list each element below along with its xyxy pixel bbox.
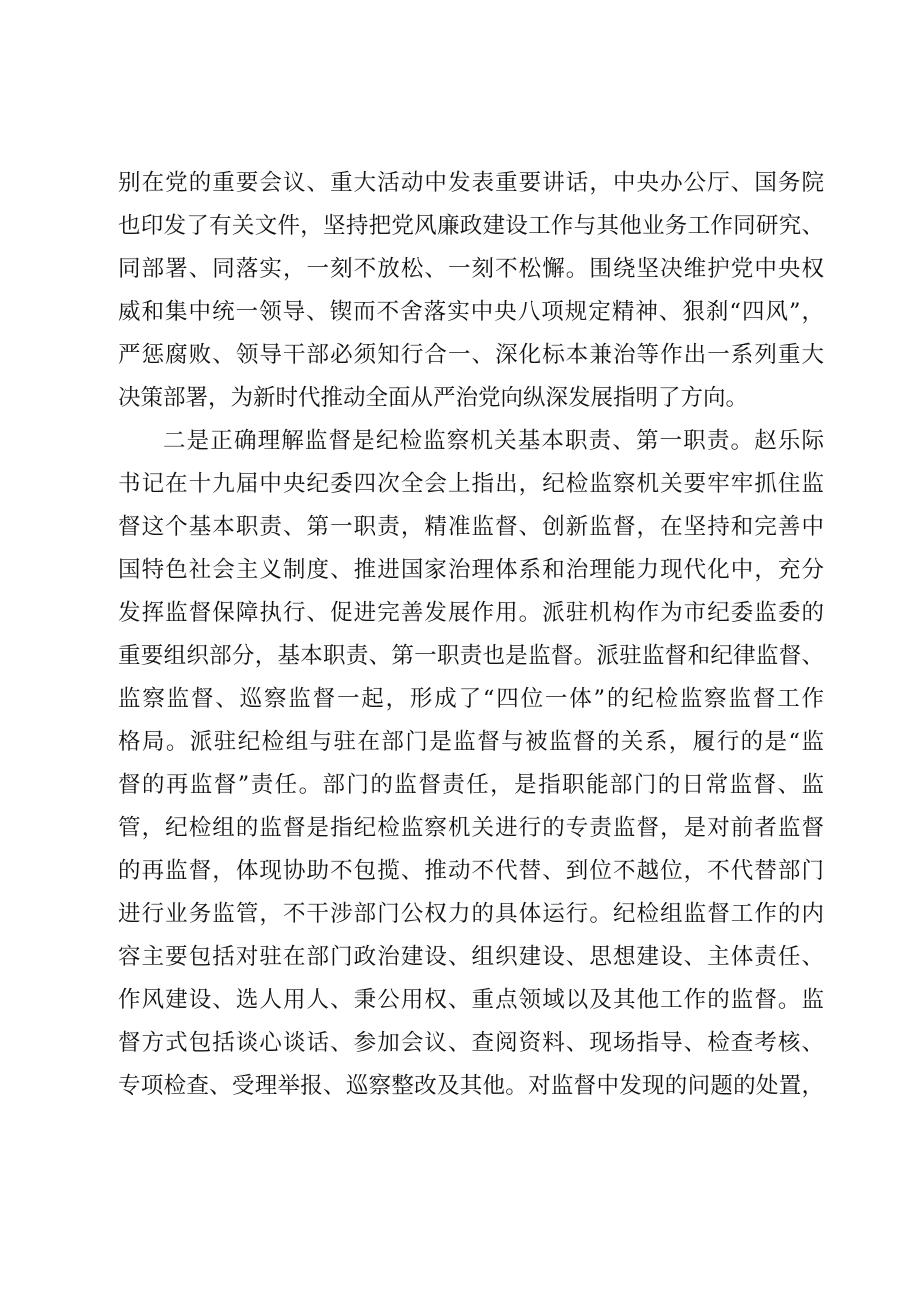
paragraph-2-line: 重要组织部分，基本职责、第一职责也是监督。派驻监督和纪律监督、	[118, 643, 824, 669]
paragraph-2-line: 的再监督，体现协助不包揽、推动不代替、到位不越位，不代替部门	[118, 858, 824, 884]
paragraph-2-line: 督方式包括谈心谈话、参加会议、查阅资料、现场指导、检查考核、	[118, 1030, 824, 1056]
paragraph-2-line: 格局。派驻纪检组与驻在部门是监督与被监督的关系，履行的是“监	[118, 729, 824, 755]
paragraph-2-line: 容主要包括对驻在部门政治建设、组织建设、思想建设、主体责任、	[118, 944, 824, 970]
paragraph-1-line: 威和集中统一领导、锲而不舍落实中央八项规定精神、狠刹“四风”，	[118, 299, 824, 325]
paragraph-1-line: 同部署、同落实，一刻不放松、一刻不松懈。围绕坚决维护党中央权	[118, 256, 824, 282]
paragraph-2-line: 专项检查、受理举报、巡察整改及其他。对监督中发现的问题的处置，	[118, 1073, 824, 1099]
paragraph-2-line: 督这个基本职责、第一职责，精准监督、创新监督，在坚持和完善中	[118, 514, 824, 540]
paragraph-2-line: 监察监督、巡察监督一起，形成了“四位一体”的纪检监察监督工作	[118, 686, 824, 712]
paragraph-2-line: 督的再监督”责任。部门的监督责任，是指职能部门的日常监督、监	[118, 772, 824, 798]
paragraph-1-line: 决策部署，为新时代推动全面从严治党向纵深发展指明了方向。	[118, 385, 749, 411]
paragraph-2-line: 进行业务监管，不干涉部门公权力的具体运行。纪检组监督工作的内	[118, 901, 824, 927]
paragraph-2-line: 作风建设、选人用人、秉公用权、重点领域以及其他工作的监督。监	[118, 987, 824, 1013]
paragraph-1-line: 严惩腐败、领导干部必须知行合一、深化标本兼治等作出一系列重大	[118, 342, 824, 368]
paragraph-2-line: 管，纪检组的监督是指纪检监察机关进行的专责监督，是对前者监督	[118, 815, 824, 841]
paragraph-2-line: 发挥监督保障执行、促进完善发展作用。派驻机构作为市纪委监委的	[118, 600, 824, 626]
paragraph-2-line: 国特色社会主义制度、推进国家治理体系和治理能力现代化中，充分	[118, 557, 824, 583]
paragraph-1-line: 也印发了有关文件，坚持把党风廉政建设工作与其他业务工作同研究、	[118, 213, 824, 239]
paragraph-2-line: 书记在十九届中央纪委四次全会上指出，纪检监察机关要牢牢抓住监	[118, 471, 824, 497]
paragraph-2-line: 二是正确理解监督是纪检监察机关基本职责、第一职责。赵乐际	[163, 428, 824, 454]
paragraph-1-line: 别在党的重要会议、重大活动中发表重要讲话，中央办公厅、国务院	[118, 170, 824, 196]
